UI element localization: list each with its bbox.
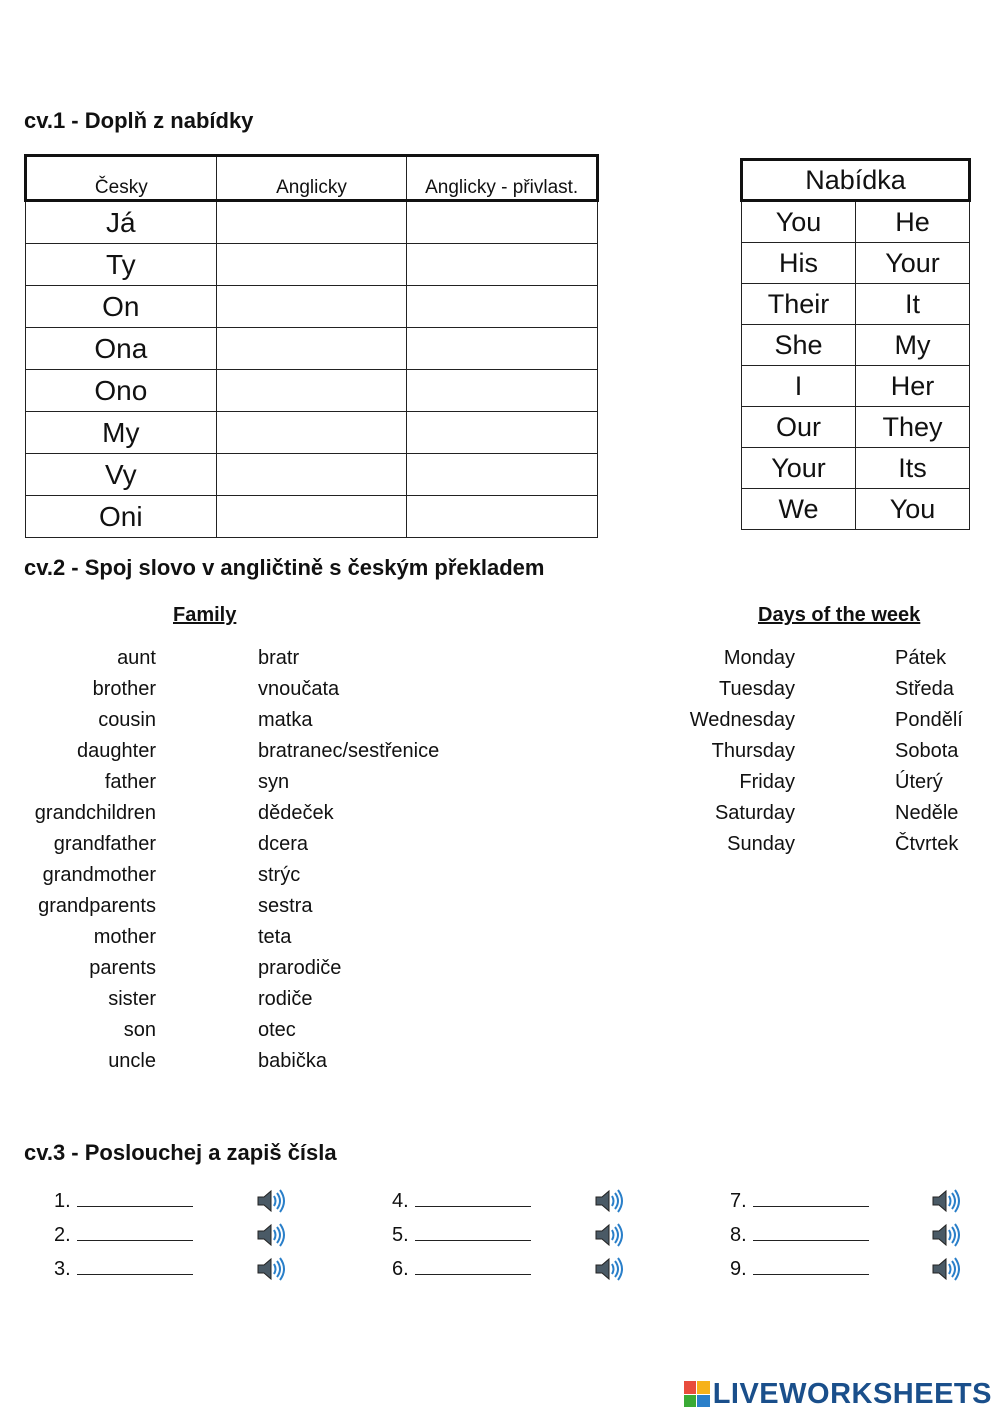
- match-translation[interactable]: syn: [258, 771, 290, 793]
- answer-field-english[interactable]: [216, 454, 407, 496]
- match-translation[interactable]: Středa: [895, 678, 954, 700]
- number-item: [392, 1258, 531, 1281]
- number-item: [392, 1224, 531, 1247]
- word-bank-item: We: [742, 489, 856, 530]
- match-word[interactable]: parents: [89, 957, 156, 979]
- match-translation[interactable]: otec: [258, 1019, 296, 1041]
- speaker-icon[interactable]: [256, 1222, 286, 1248]
- pronoun-cell: Oni: [26, 496, 217, 538]
- answer-field-possessive[interactable]: [407, 454, 598, 496]
- item-number: 8.: [730, 1224, 747, 1246]
- answer-field-possessive[interactable]: [407, 412, 598, 454]
- answer-field-english[interactable]: [216, 244, 407, 286]
- match-word[interactable]: mother: [93, 926, 156, 948]
- number-item: [54, 1190, 193, 1213]
- match-word[interactable]: Friday: [739, 771, 795, 793]
- answer-field-possessive[interactable]: [407, 286, 598, 328]
- match-word[interactable]: Wednesday: [689, 709, 795, 731]
- pronoun-cell: Vy: [26, 454, 217, 496]
- answer-field-english[interactable]: [216, 370, 407, 412]
- speaker-icon[interactable]: [931, 1188, 961, 1214]
- answer-blank[interactable]: [753, 1224, 869, 1241]
- speaker-icon[interactable]: [256, 1188, 286, 1214]
- word-bank-item: He: [856, 201, 970, 243]
- col-header-english: Anglicky: [216, 156, 407, 201]
- pronoun-cell: Ona: [26, 328, 217, 370]
- answer-field-english[interactable]: [216, 201, 407, 244]
- match-word[interactable]: father: [104, 771, 156, 793]
- answer-blank[interactable]: [753, 1258, 869, 1275]
- item-number: 1.: [54, 1190, 71, 1212]
- item-number: 4.: [392, 1190, 409, 1212]
- answer-blank[interactable]: [415, 1190, 531, 1207]
- match-word[interactable]: Tuesday: [719, 678, 795, 700]
- pronoun-cell: Ty: [26, 244, 217, 286]
- match-word[interactable]: grandchildren: [34, 802, 156, 824]
- answer-field-english[interactable]: [216, 286, 407, 328]
- word-bank-item: You: [742, 201, 856, 243]
- match-word[interactable]: uncle: [108, 1050, 156, 1072]
- family-english-list: [20, 643, 156, 1077]
- match-translation[interactable]: dědeček: [258, 802, 334, 824]
- number-item: [54, 1258, 193, 1281]
- item-number: 2.: [54, 1224, 71, 1246]
- answer-blank[interactable]: [77, 1258, 193, 1275]
- answer-blank[interactable]: [415, 1224, 531, 1241]
- speaker-icon[interactable]: [594, 1222, 624, 1248]
- match-translation[interactable]: Pondělí: [895, 709, 963, 731]
- match-translation[interactable]: rodiče: [258, 988, 313, 1010]
- item-number: 7.: [730, 1190, 747, 1212]
- pronoun-cell: Já: [26, 201, 217, 244]
- word-bank-item: They: [856, 407, 970, 448]
- match-translation[interactable]: Úterý: [895, 771, 943, 793]
- brand-name: LIVEWORKSHEETS: [712, 1377, 992, 1410]
- liveworksheets-logo: [684, 1378, 992, 1410]
- family-czech-list: [258, 643, 498, 1077]
- item-number: 5.: [392, 1224, 409, 1246]
- number-item: [392, 1190, 531, 1213]
- answer-blank[interactable]: [753, 1190, 869, 1207]
- match-translation[interactable]: bratranec/sestřenice: [258, 740, 440, 762]
- col-header-possessive: Anglicky - přivlast.: [407, 156, 598, 201]
- match-translation[interactable]: Neděle: [895, 802, 959, 824]
- match-word[interactable]: cousin: [98, 709, 156, 731]
- match-translation[interactable]: Sobota: [895, 740, 959, 762]
- answer-blank[interactable]: [415, 1258, 531, 1275]
- answer-field-english[interactable]: [216, 328, 407, 370]
- match-translation[interactable]: teta: [258, 926, 292, 948]
- match-word[interactable]: grandmother: [42, 864, 156, 886]
- speaker-icon[interactable]: [931, 1222, 961, 1248]
- ex1-table: [24, 154, 599, 538]
- word-bank-item: Their: [742, 284, 856, 325]
- match-translation[interactable]: babička: [258, 1050, 327, 1072]
- ex1-heading: cv.1 - Doplň z nabídky: [24, 108, 254, 133]
- number-item: [730, 1190, 869, 1213]
- word-bank-item: Its: [856, 448, 970, 489]
- answer-field-possessive[interactable]: [407, 328, 598, 370]
- pronoun-cell: Ono: [26, 370, 217, 412]
- speaker-icon[interactable]: [256, 1256, 286, 1282]
- match-word[interactable]: aunt: [117, 647, 156, 669]
- word-bank-item: My: [856, 325, 970, 366]
- word-bank-title: Nabídka: [742, 160, 970, 201]
- match-word[interactable]: son: [123, 1019, 156, 1041]
- ex2-heading: cv.2 - Spoj slovo v angličtině s českým překladem: [24, 555, 545, 580]
- match-translation[interactable]: dcera: [258, 833, 309, 855]
- word-bank-item: Our: [742, 407, 856, 448]
- days-subheading: Days of the week: [758, 604, 921, 626]
- match-word[interactable]: Thursday: [711, 740, 795, 762]
- match-word[interactable]: Sunday: [727, 833, 795, 855]
- match-translation[interactable]: Čtvrtek: [895, 833, 959, 855]
- days-english-list: [660, 643, 795, 860]
- item-number: 9.: [730, 1258, 747, 1280]
- number-item: [54, 1224, 193, 1247]
- word-bank-table: [740, 158, 971, 530]
- number-item: [730, 1258, 869, 1281]
- answer-field-possessive[interactable]: [407, 244, 598, 286]
- brand-mark-icon: [684, 1381, 710, 1407]
- match-translation[interactable]: prarodiče: [258, 957, 342, 979]
- word-bank-item: His: [742, 243, 856, 284]
- pronoun-cell: My: [26, 412, 217, 454]
- word-bank-item: I: [742, 366, 856, 407]
- match-translation[interactable]: sestra: [258, 895, 313, 917]
- match-translation[interactable]: bratr: [258, 647, 300, 669]
- family-subheading: Family: [173, 604, 237, 626]
- speaker-icon[interactable]: [594, 1256, 624, 1282]
- item-number: 6.: [392, 1258, 409, 1280]
- answer-blank[interactable]: [77, 1190, 193, 1207]
- match-translation[interactable]: Pátek: [895, 647, 947, 669]
- word-bank-item: You: [856, 489, 970, 530]
- match-word[interactable]: Monday: [723, 647, 795, 669]
- match-word[interactable]: Saturday: [714, 802, 795, 824]
- word-bank-item: Your: [742, 448, 856, 489]
- answer-field-possessive[interactable]: [407, 370, 598, 412]
- answer-field-possessive[interactable]: [407, 201, 598, 244]
- match-word[interactable]: brother: [92, 678, 156, 700]
- answer-field-possessive[interactable]: [407, 496, 598, 538]
- match-word[interactable]: grandparents: [38, 895, 156, 917]
- number-item: [730, 1224, 869, 1247]
- answer-field-english[interactable]: [216, 496, 407, 538]
- days-czech-list: [895, 643, 990, 860]
- match-word[interactable]: grandfather: [53, 833, 156, 855]
- match-word[interactable]: daughter: [77, 740, 156, 762]
- match-translation[interactable]: strýc: [258, 864, 301, 886]
- answer-blank[interactable]: [77, 1224, 193, 1241]
- match-translation[interactable]: matka: [258, 709, 313, 731]
- answer-field-english[interactable]: [216, 412, 407, 454]
- match-translation[interactable]: vnoučata: [258, 678, 340, 700]
- ex3-heading: cv.3 - Poslouchej a zapiš čísla: [24, 1140, 337, 1165]
- word-bank-item: She: [742, 325, 856, 366]
- word-bank-item: Her: [856, 366, 970, 407]
- match-word[interactable]: sister: [108, 988, 156, 1010]
- speaker-icon[interactable]: [594, 1188, 624, 1214]
- word-bank-item: It: [856, 284, 970, 325]
- speaker-icon[interactable]: [931, 1256, 961, 1282]
- pronoun-cell: On: [26, 286, 217, 328]
- col-header-czech: Česky: [26, 156, 217, 201]
- word-bank-item: Your: [856, 243, 970, 284]
- item-number: 3.: [54, 1258, 71, 1280]
